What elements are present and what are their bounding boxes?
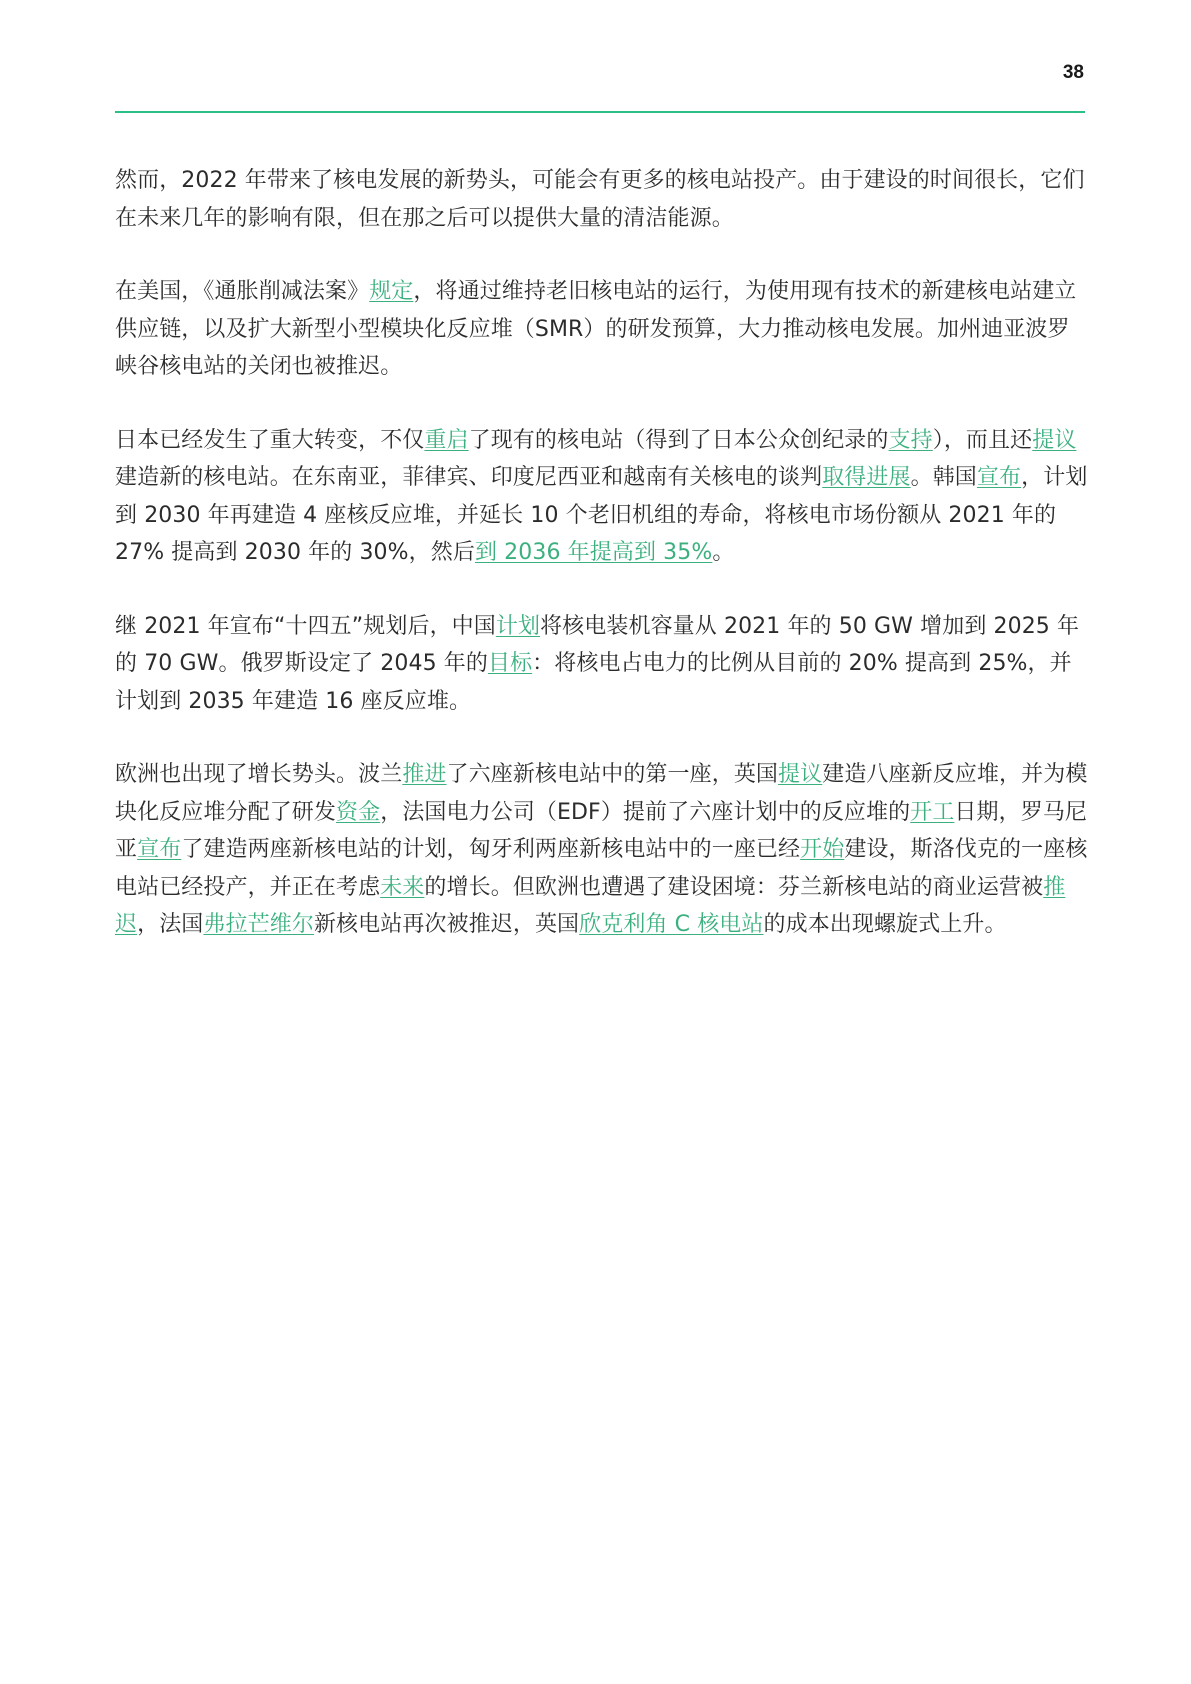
inline-link[interactable]: 未来 (380, 874, 425, 900)
text-run: 在美国，《通胀削减法案》 (115, 279, 370, 304)
inline-link[interactable]: 开始 (800, 837, 845, 862)
inline-link[interactable]: 资金 (336, 799, 381, 825)
inline-link[interactable]: 推迟 (115, 874, 1066, 937)
page-number: 38 (1062, 62, 1084, 83)
inline-link[interactable]: 提议 (778, 762, 823, 787)
text-run: 建造八座新反应堆，并为模块化反应堆分配了研发 (115, 762, 1088, 825)
inline-link[interactable]: 规定 (369, 279, 414, 304)
inline-link[interactable]: 推进 (402, 762, 447, 787)
text-run: 的成本出现螺旋式上升。 (763, 912, 1007, 937)
text-run: 欧洲也出现了增长势头。波兰 (115, 762, 403, 787)
text-run: 继 2021 年宣布“十四五”规划后，中国 (115, 613, 496, 639)
paragraph-2 (115, 273, 1090, 386)
text-run: 的增长。但欧洲也遭遇了建设困境：芬兰新核电站的商业运营被 (424, 874, 1044, 900)
text-run: 了现有的核电站（得到了日本公众创纪录的 (468, 427, 889, 453)
inline-link[interactable]: 取得进展 (822, 465, 911, 490)
inline-link[interactable]: 宣布 (976, 465, 1022, 490)
inline-link[interactable]: 目标 (487, 651, 533, 676)
header-divider (115, 111, 1085, 113)
inline-link[interactable]: 宣布 (137, 837, 182, 862)
text-run: ，法国 (137, 912, 204, 937)
text-run: 建设，斯洛伐克的一座核电站已经投产，并正在考虑 (115, 837, 1088, 900)
inline-link[interactable]: 开工 (910, 799, 955, 825)
text-run: 日期，罗马尼亚 (115, 799, 1088, 862)
text-run: 新核电站再次被推迟，英国 (313, 912, 580, 937)
paragraph-4 (115, 608, 1090, 721)
text-run: 。 (712, 540, 735, 565)
inline-link[interactable]: 弗拉芒维尔 (203, 912, 314, 937)
paragraph-3 (115, 422, 1090, 572)
text-run: 然而，2022 年带来了核电发展的新势头，可能会有更多的核电站投产。由于建设的时间很长，它们在未来几年的影响有限，但在那之后可以提供大量的清洁能源。 (115, 168, 1085, 231)
text-run: ：将核电占电力的比例从目前的 20% 提高到 25%，并计划到 2035 年建造 16 座反应堆。 (115, 651, 1072, 714)
inline-link[interactable]: 到 2036 年提高到 35% (474, 540, 713, 565)
paragraph-1 (115, 162, 1090, 237)
inline-link[interactable]: 重启 (424, 427, 469, 453)
text-run: ，法国电力公司（EDF）提前了六座计划中的反应堆的 (380, 799, 911, 825)
text-run: 。韩国 (910, 465, 977, 490)
document-body (115, 162, 1090, 980)
text-run: 将核电装机容量从 2021 年的 50 GW 增加到 2025 年的 70 GW。俄罗斯设定了 2045 年的 (115, 613, 1080, 676)
text-run: ，计划到 2030 年再建造 4 座核反应堆，并延长 10 个老旧机组的寿命，将核电市场份额从 2021 年的 27% 提高到 2030 年的 30%，然后 (115, 465, 1088, 565)
inline-link[interactable]: 欣克利角 C 核电站 (579, 912, 764, 937)
text-run: ，将通过维持老旧核电站的运行，为使用现有技术的新建核电站建立供应链，以及扩大新型小型模块化反应堆（SMR）的研发预算，大力推动核电发展。加州迪亚波罗峡谷核电站的关闭也被推迟。 (115, 279, 1077, 379)
paragraph-5 (115, 756, 1090, 944)
text-run: 了建造两座新核电站的计划，匈牙利两座新核电站中的一座已经 (181, 837, 801, 862)
text-run: 建造新的核电站。在东南亚，菲律宾、印度尼西亚和越南有关核电的谈判 (115, 465, 823, 490)
inline-link[interactable]: 计划 (495, 613, 541, 639)
inline-link[interactable]: 提议 (1032, 427, 1077, 453)
text-run: ），而且还 (932, 427, 1033, 453)
text-run: 日本已经发生了重大转变，不仅 (115, 427, 425, 453)
text-run: 了六座新核电站中的第一座，英国 (446, 762, 779, 787)
inline-link[interactable]: 支持 (888, 427, 933, 453)
